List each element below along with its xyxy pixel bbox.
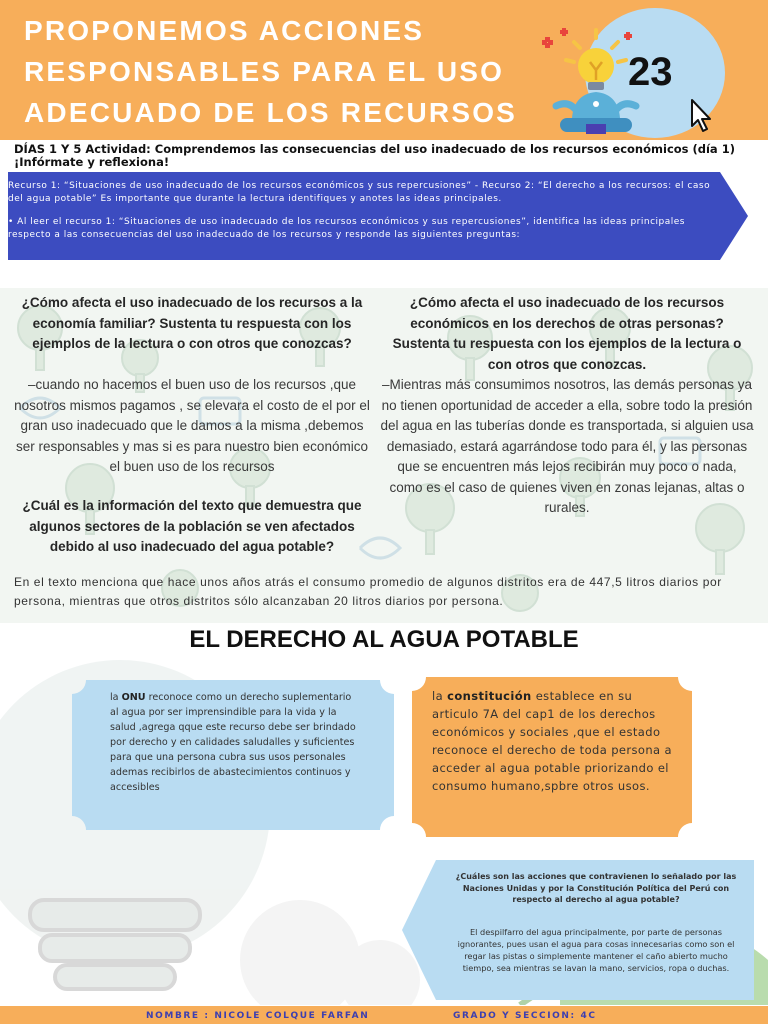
onu-label: ONU [121,692,146,703]
title-line-1: PROPONEMOS ACCIONES [24,15,425,46]
student-name: NOMBRE : NICOLE COLQUE FARFAN [146,1011,370,1021]
grade-section: GRADO Y SECCION: 4C [453,1011,597,1021]
section-title-water-right: EL DERECHO AL AGUA POTABLE [189,626,579,653]
activity-line-2: ¡Infórmate y reflexiona! [14,155,170,169]
footer-band [0,1006,768,1024]
actions-question-answer: El despilfarro del agua principalmente, por parte de personas ignorantes, pues usan el agua para cosas innecesarias como son el regar las pistas o simplemente mantener el caño abierto mucho tiempo, sea mientras se lavan la mano, servicios, ropa o duchas. [457,927,735,973]
onu-body: reconoce como un derecho suplementario al agua por ser imprensindible para la vida y la salud ,agrega qque este recurso debe ser brindado por derecho y en calidades saludalles y suficientes para que una persona cubra sus usos personales ademas recibirlos de abastecimientos continuos y accesibles [110,692,356,793]
onu-lead: la [110,692,122,703]
onu-card-text [110,690,358,795]
constitution-body: establece en su articulo 7A del cap1 de los derechos económicos y sociales ,que el estado reconoce el derecho de toda persona a acceder al agua potable priorizando el consumo humano,spbre otros usos. [432,689,672,793]
constitution-label: constitución [447,689,532,703]
instructions-paragraph-2: • Al leer el recurso 1: “Situaciones de uso inadecuado de los recursos económicos y sus repercusiones”, identifica las ideas principales respecto a las consecuencias del uso inadecuado de los recursos y responde las siguientes preguntas: [8,217,685,240]
question-family-economy: ¿Cómo afecta el uso inadecuado de los recursos a la economía familiar? Sustenta tu respuesta con los ejemplos de la lectura o con otros que conozcas? [21,295,363,351]
day-number: 23 [628,50,673,94]
activity-heading [14,143,754,169]
question-text-evidence: ¿Cuál es la información del texto que demuestra que algunos sectores de la población se ven afectados debido al uso inadecuado del agua potable? [22,498,362,554]
actions-question-title: ¿Cuáles son las acciones que contravienen lo señalado por las Naciones Unidas y por la Constitución Política del Perú con respecto al derecho al agua potable? [455,872,737,904]
title-line-2: RESPONSABLES PARA EL USO [24,56,505,87]
pointer-cursor-icon [690,98,714,134]
title-line-3: ADECUADO DE LOS RECURSOS [24,97,518,128]
instructions-text [8,180,720,252]
constitution-lead: la [432,689,448,703]
page-title [24,10,544,133]
constitution-card-text [432,687,674,795]
instructions-paragraph-1: Recurso 1: “Situaciones de uso inadecuado de los recursos económicos y sus repercusiones” - Recurso 2: “El derecho a los recursos: el caso del agua potable” Es importante que durante la lectura identifiques y anotes las ideas principales. [8,181,711,204]
answer-others-rights: –Mientras más consumimos nosotros, las demás personas ya no tienen oportunidad de acceder a ella, sobre todo la presión del agua en las tuberías donde es transportada, si alguien usa demasiado, estará agarrándose todo para él, y las personas que se encuentren más lejos recibirán muy poco o nada, como es el caso de quienes viven en zonas lejanas, altas o rurales. [380,377,754,515]
question-others-rights: ¿Cómo afecta el uso inadecuado de los recursos económicos en los derechos de otras personas? Sustenta tu respuesta con los ejemplos de la lectura o con otros que conozcas. [392,295,742,372]
answer-family-economy: –cuando no hacemos el buen uso de los recursos ,que nosotros mismos pagamos , se elevara el costo de el por el gran uso inadecuado que le damos a la misma ,debemos ser responsables y mas si es para nuestro bien económico el buen uso de los recursos [14,377,370,474]
answer-text-evidence: En el texto menciona que hace unos años atrás el consumo promedio de algunos distritos era de 447,5 litros diarios por persona, mientras que otros distritos sólo alcanzaban 20 litros diarios por persona. [14,575,722,608]
activity-line-1: DÍAS 1 Y 5 Actividad: Comprendemos las consecuencias del uso inadecuado de los recursos económicos (día 1) [14,142,735,156]
